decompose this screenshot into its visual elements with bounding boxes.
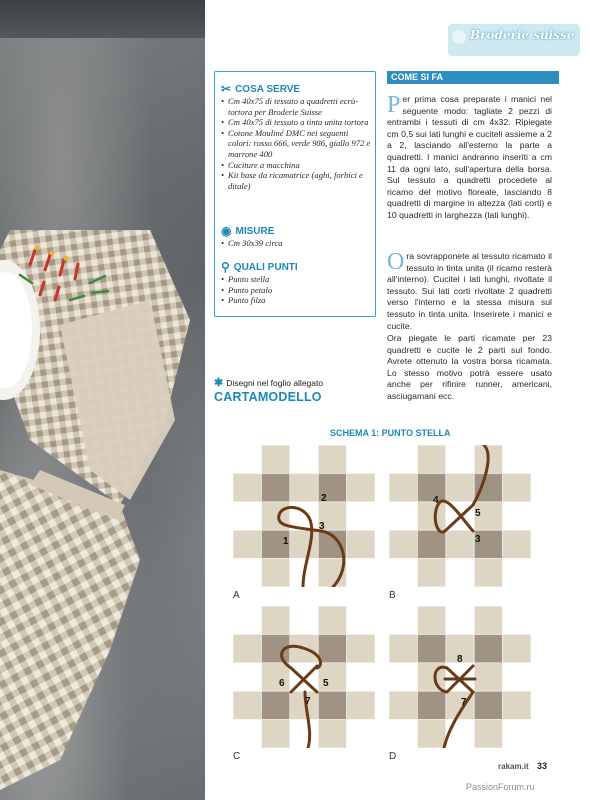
step-number: 5: [475, 508, 481, 519]
howto-text-1: er prima cosa preparate i manici nel seguente modo: tagliate 2 pezzi di entrambi i tessuti di cm 4x32. Ripiegate cm 0,5 sui lati lunghi e cuciteli assieme a 2 a 2, lasciando all'esterno la parte a quadretti. I manici andranno inseriti a cm 11 da ogni lato, sull'apertura della borsa. Sul tessuto a quadretti procedete al ricamo del motivo floreale, lasciando 8 quadretti di margine in altezza (lati corti) e 10 quadretti in larghezza (lati lunghi).: [387, 94, 552, 220]
grid-cell: [233, 691, 261, 719]
grid-cell: [503, 720, 531, 748]
step-number: 7: [461, 697, 467, 708]
pattern-note: [214, 376, 323, 404]
list-item: • Cuciture a macchina: [221, 160, 371, 171]
list-item: • Cotone Mouliné DMC nei seguenti colori: rosso 666, verde 986, giallo 972 e marrone 400: [221, 128, 371, 160]
stitches-list: [221, 274, 371, 306]
pattern-note-small: Disegni nel foglio allegato: [226, 377, 324, 388]
step-number: 3: [319, 521, 325, 532]
page-number: 33: [537, 761, 548, 771]
grid-cell: [503, 559, 531, 587]
grid-cell: [389, 634, 417, 662]
grid-cell: [290, 720, 318, 748]
badge-ornament-icon: [452, 30, 466, 44]
step-number: 6: [279, 678, 285, 689]
step-number: 4: [433, 495, 439, 506]
step-number: 8: [457, 654, 463, 665]
measures-heading: [221, 224, 274, 238]
list-item: • Punto petalo: [221, 285, 371, 296]
grid-cell: [389, 445, 417, 473]
grid-cell: [474, 720, 502, 748]
grid-cell: [261, 606, 289, 634]
list-item: • Cm 40x75 di tessuto a tinta unita tortora: [221, 117, 371, 128]
grid-cell: [474, 559, 502, 587]
grid-cell: [290, 530, 318, 558]
badge-label: Broderie suisse: [470, 28, 575, 42]
list-item: • Cm 30x39 circa: [221, 238, 371, 249]
grid-cell: [417, 606, 445, 634]
panel-label-b: B: [389, 590, 396, 601]
grid-cell: [503, 445, 531, 473]
howto-paragraph-1: [387, 94, 552, 222]
product-photo: [0, 0, 205, 800]
grid-cell: [503, 473, 531, 501]
panel-label-d: D: [389, 751, 397, 762]
grid-cell: [318, 606, 346, 634]
grid-cell: [503, 502, 531, 530]
grid-cell: [389, 559, 417, 587]
materials-box: [214, 71, 376, 317]
howto-text-3: Ora piegate le parti ricamate per 23 quadretti e cucite le 2 parti sul fondo. Avrete ottenuto la vostra borsa ricamata. Lo stesso motivo potrà essere usato anche per rifinire runner, americani, asciugamani ecc.: [387, 333, 552, 401]
grid-cell: [417, 473, 445, 501]
stitches-title: QUALI PUNTI: [233, 261, 298, 273]
grid-cells: [233, 445, 375, 587]
grid-cell: [417, 559, 445, 587]
grid-cell: [446, 530, 474, 558]
grid-cell: [389, 530, 417, 558]
grid-cell: [290, 445, 318, 473]
grid-cell: [389, 502, 417, 530]
grid-cell: [261, 559, 289, 587]
grid-cell: [417, 634, 445, 662]
grid-cell: [233, 606, 261, 634]
grid-cell: [389, 606, 417, 634]
materials-title: COSA SERVE: [235, 83, 301, 95]
grid-cell: [503, 663, 531, 691]
needle-icon: ⚲: [221, 260, 230, 274]
drop-cap: P: [387, 92, 401, 118]
grid-cell: [318, 445, 346, 473]
grid-cell: [446, 473, 474, 501]
schema-title: SCHEMA 1: PUNTO STELLA: [330, 428, 451, 438]
list-item: • Punto stella: [221, 274, 371, 285]
measures-title: MISURE: [235, 225, 275, 237]
grid-cell: [474, 634, 502, 662]
panel-label-c: C: [233, 751, 241, 762]
list-item: • Kit base da ricamatrice (aghi, forbici e ditale): [221, 170, 371, 191]
grid-cell: [290, 606, 318, 634]
grid-cell: [503, 691, 531, 719]
grid-cell: [417, 445, 445, 473]
howto-paragraph-2: [387, 251, 552, 332]
grid-cell: [233, 445, 261, 473]
asterisk-icon: ✱: [214, 377, 224, 389]
grid-cell: [233, 530, 261, 558]
grid-cell: [318, 720, 346, 748]
pattern-note-big: CARTAMODELLO: [214, 390, 322, 404]
grid-cell: [347, 559, 375, 587]
grid-cell: [503, 530, 531, 558]
stitch-diagram-b: [389, 445, 531, 587]
grid-cell: [347, 445, 375, 473]
list-item: • Punto filza: [221, 295, 371, 306]
grid-cell: [261, 473, 289, 501]
panel-label-a: A: [233, 590, 240, 601]
step-number: 3: [475, 534, 481, 545]
photo-fabric-illustration: [0, 0, 205, 800]
grid-cell: [446, 445, 474, 473]
stitches-heading: [221, 260, 298, 274]
grid-cell: [233, 663, 261, 691]
grid-cell: [347, 634, 375, 662]
grid-cell: [347, 606, 375, 634]
howto-paragraph-3: [387, 333, 552, 403]
howto-text-2: ra sovrapponete al tessuto ricamato il tessuto in tinta unita (il ricamo resterà all'interno). Cucitel i lati lunghi, rivoltate il tessuto. Sui lati corti rivoltate 2 quadretti verso l'interno e la stessa misura sul tessuto in tinta unita. Inserirete i manici e cucite.: [387, 251, 552, 331]
step-number: 1: [283, 536, 289, 547]
step-number: 7: [305, 696, 311, 707]
grid-cell: [347, 691, 375, 719]
stitch-diagram-c: [233, 606, 375, 748]
grid-cell: [347, 530, 375, 558]
grid-cell: [233, 634, 261, 662]
grid-cell: [290, 473, 318, 501]
grid-cell: [389, 691, 417, 719]
materials-heading: [221, 82, 300, 96]
grid-cell: [233, 559, 261, 587]
grid-cell: [474, 691, 502, 719]
measures-list: [221, 238, 371, 249]
grid-cell: [261, 445, 289, 473]
grid-cell: [261, 691, 289, 719]
grid-cell: [347, 663, 375, 691]
section-badge: [448, 24, 580, 56]
grid-cell: [503, 634, 531, 662]
grid-cell: [503, 606, 531, 634]
grid-cell: [389, 720, 417, 748]
grid-cell: [389, 473, 417, 501]
grid-cell: [233, 720, 261, 748]
grid-cell: [261, 720, 289, 748]
materials-list: [221, 96, 371, 191]
grid-cell: [417, 720, 445, 748]
tape-measure-icon: ◉: [221, 224, 232, 238]
grid-cell: [261, 663, 289, 691]
step-number: 5: [323, 678, 329, 689]
grid-cell: [318, 634, 346, 662]
pattern-note-line: [214, 376, 323, 389]
grid-cell: [233, 473, 261, 501]
footer-site: rakam.it: [498, 762, 529, 771]
howto-heading: COME SI FA: [387, 71, 559, 84]
grid-cell: [318, 691, 346, 719]
grid-cell: [417, 502, 445, 530]
scissors-icon: ✂: [221, 82, 232, 96]
grid-cell: [446, 559, 474, 587]
step-number: 2: [321, 493, 327, 504]
drop-cap: O: [387, 249, 405, 275]
grid-cell: [474, 606, 502, 634]
grid-cell: [417, 691, 445, 719]
grid-cell: [233, 502, 261, 530]
list-item: • Cm 40x75 di tessuto a quadretti ecrù-tortora per Broderie Suisse: [221, 96, 371, 117]
grid-cell: [347, 720, 375, 748]
watermark: PassionForum.ru: [466, 782, 535, 792]
grid-cell: [347, 502, 375, 530]
grid-cell: [417, 530, 445, 558]
grid-cell: [347, 473, 375, 501]
stitch-diagram-a: [233, 445, 375, 587]
grid-cell: [389, 663, 417, 691]
stitch-diagram-d: [389, 606, 531, 748]
grid-cell: [446, 606, 474, 634]
grid-cell: [474, 663, 502, 691]
